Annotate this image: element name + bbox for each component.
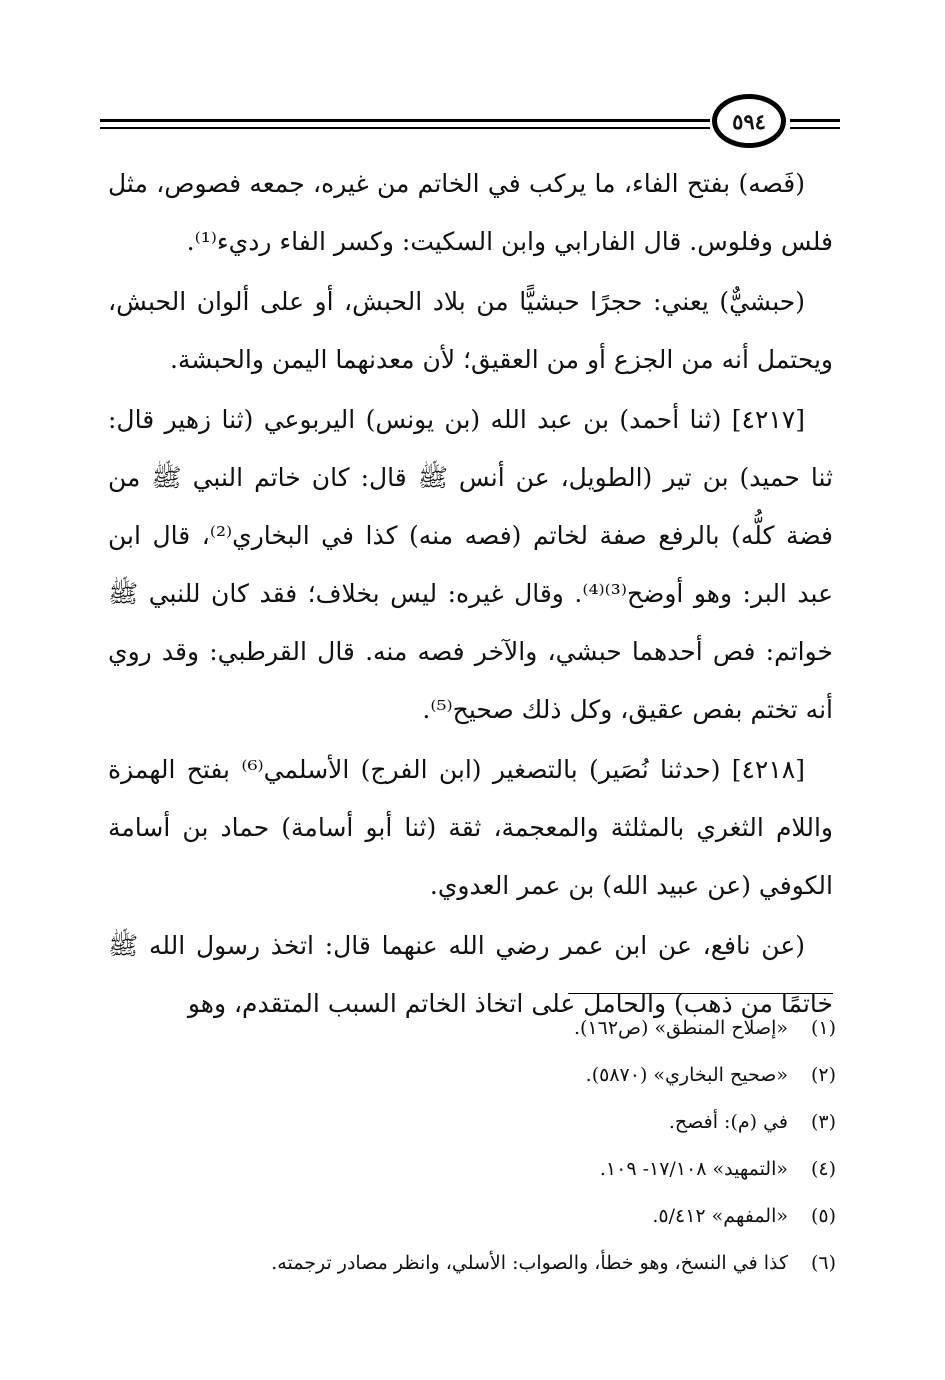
main-text [108,155,833,1035]
footnote-number: (٣) [810,1111,836,1133]
footnote-number: (٦) [810,1252,836,1274]
paragraph: [٤٢١٨] (حدثنا نُصَير) بالتصغير (ابن الفرج) الأسلمي⁽⁶⁾ بفتح الهمزة واللام الثغري بالمثلثة والمعجمة، ثقة (ثنا أبو أسامة) حماد بن أسامة الكوفي (عن عبيد الله) بن عمر العدوي. [108,755,833,900]
paragraph: (فَصه) بفتح الفاء، ما يركب في الخاتم من غيره، جمعه فصوص، مثل فلس وفلوس. قال الفارابي وابن السكيت: وكسر الفاء رديء⁽¹⁾. [108,169,833,256]
header-rule [790,127,840,129]
footnote-text: «صحيح البخاري» (٥٨٧٠). [585,1064,788,1086]
footnote-text: كذا في النسخ، وهو خطأ، والصواب: الأسلي، وانظر مصادر ترجمته. [271,1252,788,1274]
footnote [108,1146,836,1193]
footnote-text: «التمهيد» ١٧/١٠٨- ١٠٩. [599,1158,788,1180]
header-rule [790,119,840,122]
page-header [100,92,840,152]
footnote [108,1099,836,1146]
footnote-number: (٥) [810,1205,836,1227]
header-rule [100,119,710,122]
paragraph: [٤٢١٧] (ثنا أحمد) بن عبد الله (بن يونس) اليربوعي (ثنا زهير قال: ثنا حميد) بن تير (الطويل، عن أنس ﷺ قال: كان خاتم النبي ﷺ من فضة كلُّه) بالرفع صفة لخاتم (فصه منه) كذا في البخاري⁽²⁾، قال ابن عبد البر: وهو أوضح⁽³⁾⁽⁴⁾. وقال غيره: ليس بخلاف؛ فقد كان للنبي ﷺ خواتم: فص أحدهما حبشي، والآخر فصه منه. قال القرطبي: وقد روي أنه تختم بفص عقيق، وكل ذلك صحيح⁽⁵⁾. [108,405,833,724]
footnote-text: «المفهم» ٥/٤١٢. [652,1205,788,1227]
footnotes [108,1005,836,1287]
footnote [108,1240,836,1287]
paragraph: (عن نافع، عن ابن عمر رضي الله عنهما قال: اتخذ رسول الله ﷺ خاتمًا من ذهب) والحامل على اتخاذ الخاتم السبب المتقدم، وهو [108,931,833,1018]
footnote-number: (٢) [810,1064,836,1086]
paragraph: (حبشيٌّ) يعني: حجرًا حبشيًّا من بلاد الحبش، أو على ألوان الحبش، ويحتمل أنه من الجزع أو من العقيق؛ لأن معدنهما اليمن والحبشة. [108,287,833,374]
footnote-text: «إصلاح المنطق» (ص١٦٢). [573,1017,788,1039]
footnote-separator [568,993,833,994]
footnote [108,1005,836,1052]
footnote-number: (١) [810,1017,836,1039]
footnote-text: في (م): أفصح. [668,1111,788,1133]
page-number: ٥٩٤ [712,94,786,148]
header-rule [100,127,710,129]
footnote-number: (٤) [810,1158,836,1180]
footnote [108,1193,836,1240]
footnote [108,1052,836,1099]
